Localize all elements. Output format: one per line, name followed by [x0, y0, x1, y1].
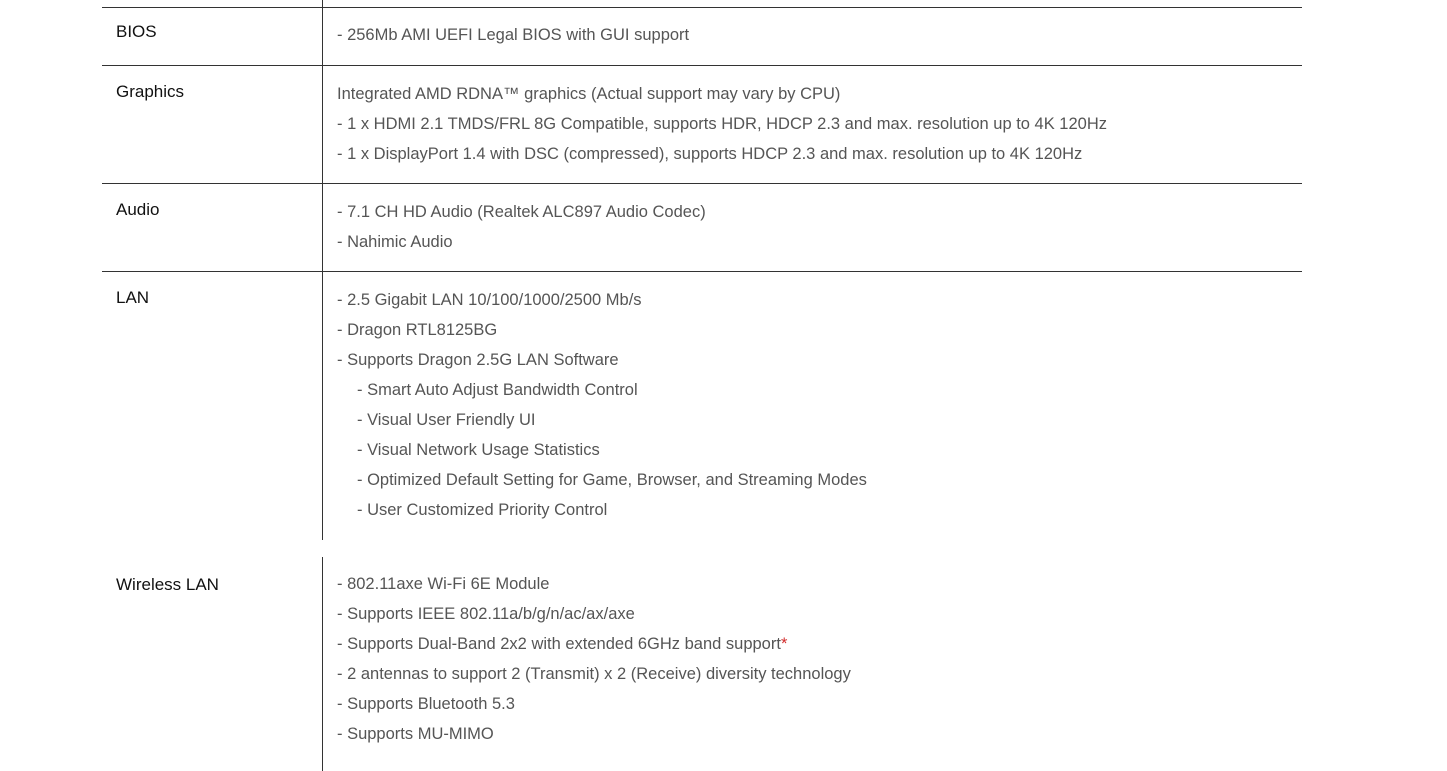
spec-line: - 2 antennas to support 2 (Transmit) x 2 (Receive) diversity technology — [337, 665, 851, 683]
spec-line: Integrated AMD RDNA™ graphics (Actual support may vary by CPU) — [337, 85, 841, 103]
row-gap — [102, 540, 1302, 557]
spec-line: - Supports IEEE 802.11a/b/g/n/ac/ax/axe — [337, 605, 635, 623]
spec-row-audio — [102, 183, 1302, 271]
spec-label: Audio — [102, 184, 323, 271]
spec-subline: - Visual Network Usage Statistics — [357, 441, 600, 459]
spec-value — [323, 184, 1302, 271]
spec-line: - 7.1 CH HD Audio (Realtek ALC897 Audio Codec) — [337, 203, 706, 221]
spec-subline: - Optimized Default Setting for Game, Browser, and Streaming Modes — [357, 471, 867, 489]
spec-line: - Supports Bluetooth 5.3 — [337, 695, 515, 713]
prev-row-stub — [102, 0, 1302, 7]
spec-subline: - User Customized Priority Control — [357, 501, 608, 519]
spec-line: - Supports MU-MIMO — [337, 725, 494, 743]
spec-subline: - Smart Auto Adjust Bandwidth Control — [357, 381, 638, 399]
spec-value — [323, 8, 1302, 65]
spec-value — [323, 557, 1302, 771]
spec-line: - 2.5 Gigabit LAN 10/100/1000/2500 Mb/s — [337, 291, 642, 309]
spec-line: - Supports Dual-Band 2x2 with extended 6GHz band support* — [337, 635, 788, 653]
spec-row-graphics — [102, 65, 1302, 183]
spec-line: - Dragon RTL8125BG — [337, 321, 498, 339]
spec-value — [323, 272, 1302, 540]
spec-line: - Supports Dragon 2.5G LAN Software — [337, 351, 619, 369]
spec-row-wireless-lan — [102, 557, 1302, 771]
spec-row-lan — [102, 271, 1302, 540]
spec-value — [323, 66, 1302, 183]
spec-line: - 1 x HDMI 2.1 TMDS/FRL 8G Compatible, supports HDR, HDCP 2.3 and max. resolution up to 4K 120Hz — [337, 115, 1108, 133]
spec-line: - 256Mb AMI UEFI Legal BIOS with GUI support — [337, 26, 690, 44]
spec-label: BIOS — [102, 8, 323, 65]
footnote-asterisk: * — [780, 635, 788, 653]
spec-table — [102, 0, 1302, 771]
spec-line: - Nahimic Audio — [337, 233, 453, 251]
spec-row-bios — [102, 7, 1302, 65]
spec-label: LAN — [102, 272, 323, 540]
spec-line: - 1 x DisplayPort 1.4 with DSC (compressed), supports HDCP 2.3 and max. resolution up to 4K 120Hz — [337, 145, 1083, 163]
spec-label: Graphics — [102, 66, 323, 183]
spec-line: - 802.11axe Wi-Fi 6E Module — [337, 575, 550, 593]
spec-subline: - Visual User Friendly UI — [357, 411, 536, 429]
spec-label: Wireless LAN — [102, 557, 323, 771]
